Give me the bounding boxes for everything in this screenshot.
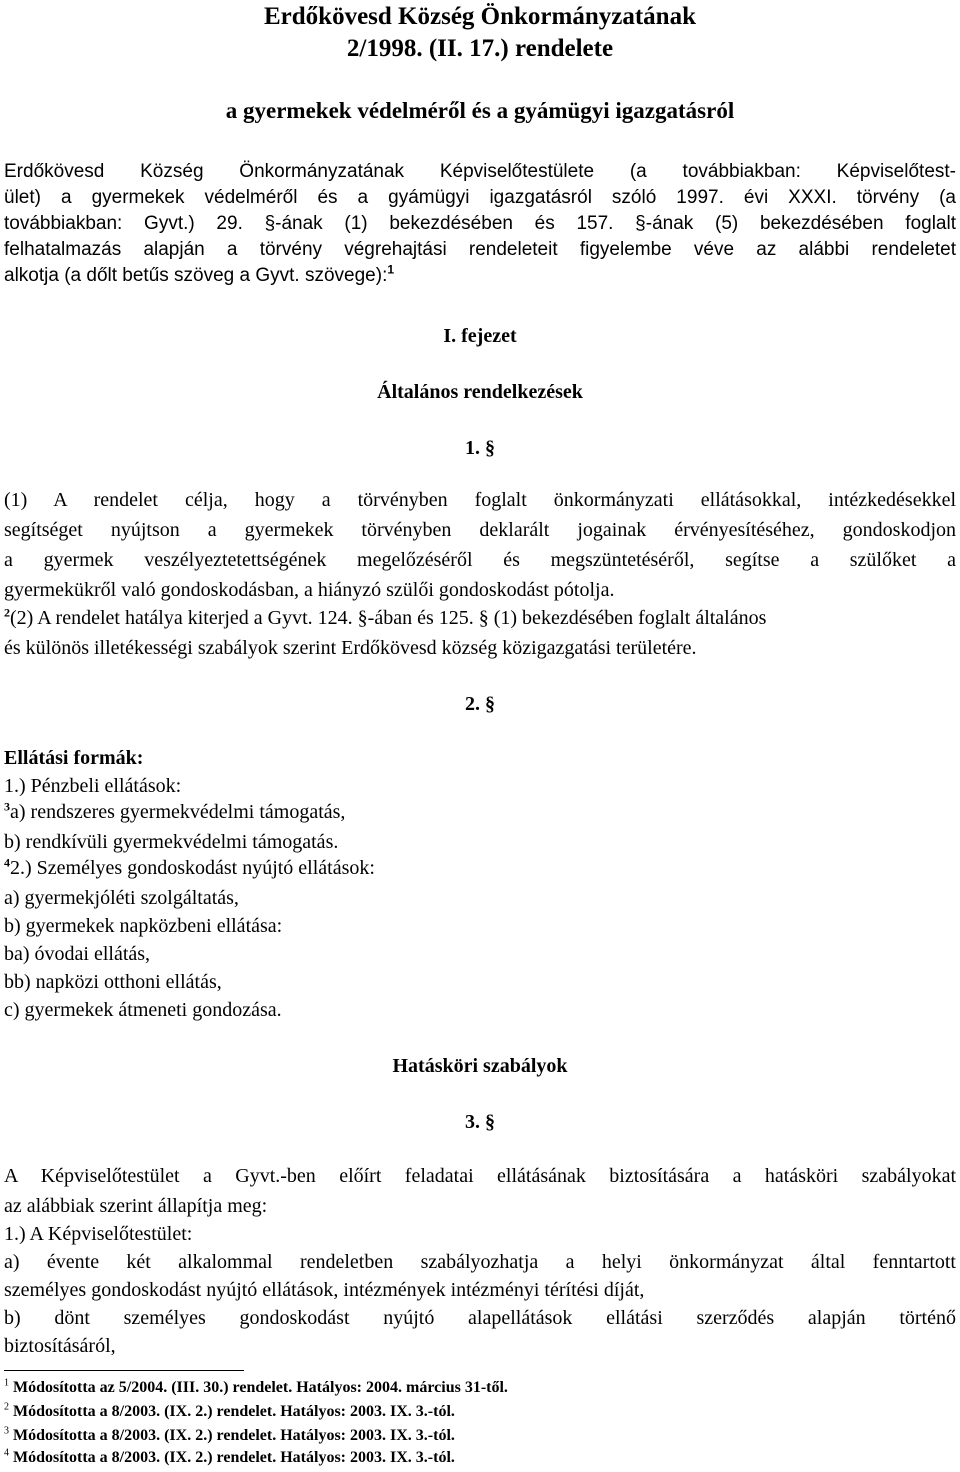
benefit-item	[4, 998, 282, 1022]
section-1-par2-line: (2) A rendelet hatálya kiterjed a Gyvt. 124. §-ában és 125. § (1) bekezdésében foglalt általános	[10, 607, 767, 629]
section-1-par1-line: (1) A rendelet célja, hogy a törvényben foglalt önkormányzati ellátásokkal, intézkedésekkel	[4, 489, 956, 511]
benefit-item	[4, 774, 181, 798]
footnote	[4, 1426, 455, 1446]
footnote	[4, 1378, 508, 1398]
footnote	[4, 1402, 455, 1422]
section-3-a-line: személyes gondoskodást nyújtó ellátások, intézmények intézményi térítési díját,	[4, 1279, 645, 1301]
section-1-par2-first	[4, 606, 956, 630]
footnote-divider	[4, 1370, 244, 1371]
benefit-item-text: 2.) Személyes gondoskodást nyújtó ellátások:	[10, 857, 375, 879]
section-1-par2-line: és különös illetékességi szabályok szerint Erdőkövesd község közigazgatási területére.	[4, 637, 697, 659]
benefit-item	[4, 942, 150, 966]
footnote-ref[interactable]: 1	[387, 262, 395, 277]
footnote-ref[interactable]: 2	[4, 605, 10, 620]
footnote-number: 1	[4, 1377, 9, 1389]
benefit-item	[4, 970, 222, 994]
section-3-intro-line: az alábbiak szerint állapítja meg:	[4, 1195, 268, 1217]
preamble-line: alkotja (a dőlt betűs szöveg a Gyvt. szövege):	[4, 265, 388, 286]
section-3-b-line: b) dönt személyes gondoskodást nyújtó alapellátások ellátási szerződés alapján történő	[4, 1307, 956, 1329]
benefit-item	[4, 914, 282, 938]
section-3-item-1: 1.) A Képviselőtestület:	[4, 1223, 193, 1245]
preamble-line: ület) a gyermekek védelméről és a gyámügyi igazgatásról szóló 1997. évi XXXI. törvény (a	[4, 187, 956, 208]
footnote-text: Módosította a 8/2003. (IX. 2.) rendelet. Hatályos: 2003. IX. 3.-tól.	[13, 1449, 455, 1466]
footnote-text: Módosította a 8/2003. (IX. 2.) rendelet. Hatályos: 2003. IX. 3.-tól.	[13, 1403, 455, 1420]
section-3-a-line: a) évente két alkalommal rendeletben szabályozhatja a helyi önkormányzat által fenntartott	[4, 1251, 956, 1273]
benefit-item-text: ba) óvodai ellátás,	[4, 943, 151, 965]
section-3-heading: 3. §	[465, 1111, 495, 1133]
chapter-title: Általános rendelkezések	[377, 381, 583, 403]
preamble-line: Erdőkövesd Község Önkormányzatának Képviselőtestülete (a továbbiakban: Képviselőtest-	[4, 161, 956, 182]
benefit-item	[4, 856, 375, 880]
footnote-number: 3	[4, 1425, 9, 1437]
benefit-item-text: bb) napközi otthoni ellátás,	[4, 971, 222, 993]
preamble-line: felhatalmazás alapján a törvény végrehajtási rendeleteit figyelembe véve az alábbi rendeletet	[4, 239, 956, 260]
footnote-number: 4	[4, 1447, 9, 1459]
footnote-ref[interactable]: 4	[4, 855, 10, 870]
footnote	[4, 1448, 455, 1468]
benefit-item	[4, 886, 239, 910]
benefit-item	[4, 800, 345, 824]
footnote-ref[interactable]: 3	[4, 799, 10, 814]
benefit-item-text: a) rendszeres gyermekvédelmi támogatás,	[10, 801, 346, 823]
preamble-last-line	[4, 264, 394, 288]
document-title-line2: 2/1998. (II. 17.) rendelete	[346, 35, 614, 62]
section-2-subheading: Ellátási formák:	[4, 747, 144, 769]
footnote-text: Módosította a 8/2003. (IX. 2.) rendelet. Hatályos: 2003. IX. 3.-tól.	[13, 1427, 455, 1444]
benefit-item-text: a) gyermekjóléti szolgáltatás,	[4, 887, 239, 909]
footnote-number: 2	[4, 1401, 9, 1413]
benefit-item	[4, 830, 338, 854]
footnote-text: Módosította az 5/2004. (III. 30.) rendelet. Hatályos: 2004. március 31-től.	[13, 1379, 508, 1396]
section-3-intro-line: A Képviselőtestület a Gyvt.-ben előírt feladatai ellátásának biztosítására a hatásköri szabályokat	[4, 1165, 956, 1187]
section-1-par1-line: gyermekükről való gondoskodásban, a hiányzó szülői gondoskodást pótolja.	[4, 579, 615, 601]
preamble-line: továbbiakban: Gyvt.) 29. §-ának (1) bekezdésében és 157. §-ának (5) bekezdésében foglalt	[4, 213, 956, 234]
section-1-par1-line: segítséget nyújtson a gyermekek törvényben deklarált jogainak érvényesítéséhez, gondoskodjon	[4, 519, 956, 541]
benefit-item-text: b) gyermekek napközbeni ellátása:	[4, 915, 283, 937]
document-subtitle: a gyermekek védelméről és a gyámügyi igazgatásról	[225, 98, 735, 123]
section-2-heading: 2. §	[465, 693, 495, 715]
section-1-heading: 1. §	[465, 437, 495, 459]
section-3-b-line: biztosításáról,	[4, 1335, 116, 1357]
chapter-number: I. fejezet	[443, 325, 517, 347]
competence-title: Hatásköri szabályok	[392, 1055, 568, 1077]
benefit-item-text: c) gyermekek átmeneti gondozása.	[4, 999, 282, 1021]
benefit-item-text: 1.) Pénzbeli ellátások:	[4, 775, 182, 797]
benefit-item-text: b) rendkívüli gyermekvédelmi támogatás.	[4, 831, 339, 853]
section-1-par1-line: a gyermek veszélyeztetettségének megelőzéséről és megszüntetéséről, segítse a szülőket a	[4, 549, 956, 571]
document-title-line1: Erdőkövesd Község Önkormányzatának	[264, 3, 696, 30]
